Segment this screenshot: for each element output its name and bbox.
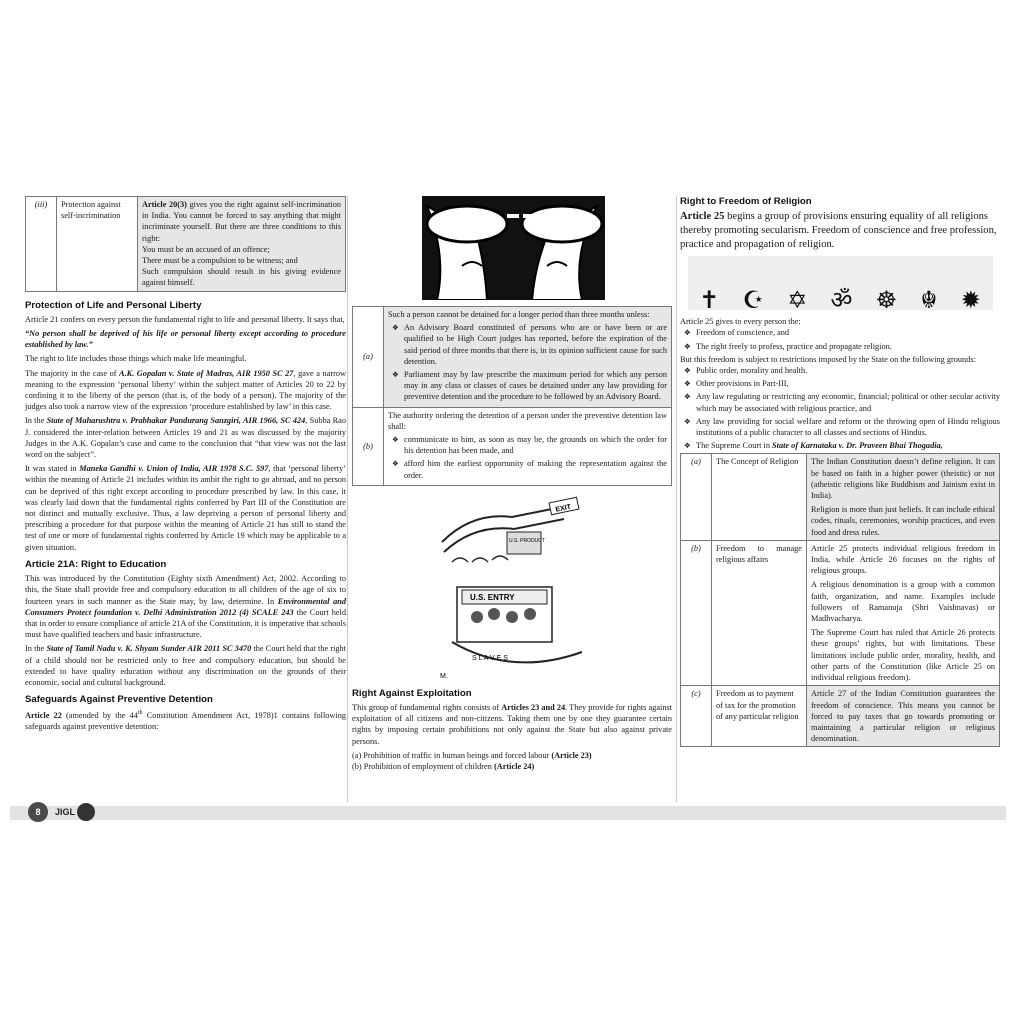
- exit-sign: EXIT: [554, 503, 572, 514]
- paragraph: It was stated in Maneka Gandhi v. Union of India, AIR 1978 S.C. 597, that ‘personal liberty’ within the meaning of Article 21 includes within its ambit the right to go abroad, and no person can be deprived of this right except according to procedure prescribed by law. In this case, it was clearly laid down that the fundamental rights conferred by Part III of the Constitution are not distinct and mutually exclusive. Thus, a law depriving a person of personal liberty and prescribing a procedure for that purpose within the meaning of Article 21 has still to stand the test of one or more of fundamental rights conferred by Article 19 which may be applicable to a given situation.: [25, 464, 347, 552]
- list-item: ❖ Public order, morality and health.: [696, 365, 1000, 376]
- paragraph: The majority in the case of A.K. Gopalan v. State of Madras, AIR 1950 SC 27, gave a narrow meaning to the expression ‘personal liberty’ within the subject matter of Articles 20 to 22 by confining it to the liberty of the person (that is, of the body of a person). The majority of the judges also took a narrow view of the expression ‘procedure established by law’ in this case.: [25, 368, 346, 412]
- row-label: Freedom as to payment of tax for the promotion of any particular religion: [712, 686, 807, 747]
- section-heading: Safeguards Against Preventive Detention: [25, 694, 213, 706]
- column-left: [25, 196, 346, 736]
- article-ref: Article 20(3): [142, 200, 187, 209]
- condition-1: You must be an accused of an offence;: [142, 244, 270, 254]
- row-number: (a): [681, 454, 712, 540]
- list-item: (a) Prohibition of traffic in human beings and forced labour (Article 23): [352, 750, 592, 760]
- row-number: (c): [681, 686, 712, 747]
- row-number: (b): [353, 407, 384, 485]
- column-right: [680, 196, 1000, 747]
- paragraph: In the State of Tamil Nadu v. K. Shyam Sunder AIR 2011 SC 3470 the Court held that the right of a child should not be restricted only to free and compulsory education, but should be extended to have quality education without any discrimination on the grounds of their economic, social and cultural background.: [25, 644, 346, 687]
- paragraph: This group of fundamental rights consists of Articles 23 and 24. They provide for rights against exploitation of all citizens and non-citizens. Taking them one by one they guarantee certain rights by imposing certain prohibitions not only against the State but also against private persons.: [352, 703, 673, 746]
- condition-2: There must be a compulsion to be witness; and: [142, 256, 298, 266]
- row-number: (b): [681, 540, 712, 685]
- row-text: gives you the right against self-incrimination in India. You cannot be forced to say anything that might incriminate yourself. But there are three conditions to this right:: [142, 200, 342, 243]
- section-heading: Protection of Life and Personal Liberty: [25, 299, 202, 311]
- column-middle: [352, 196, 672, 772]
- row-content: The Indian Constitution doesn’t define religion. It can be based on faith in a higher power (theistic) or not (atheistic religions like Buddhism and Jainism exist in India). Religion is more than just beliefs. It can include ethical codes, rituals, ceremonies, worship practices, and even food and dress rules.: [807, 454, 1000, 540]
- paragraph: Article 25 gives to every person the:: [680, 317, 801, 327]
- row-content: Article 25 protects individual religious freedom in India, while Article 26 focuses on the rights of religious groups. A religious denomination is a group with a common faith, organization, and name. Examples include followers of Ramanuja (Shri Vaishnavas) or Madhvacharya. The Supreme Court has ruled that Article 26 protects these groups’ rights, but with limitations. These limitations include public order, morality, health, and other parts of the Constitution (like Article 25 on individual religious freedom).: [807, 540, 1000, 685]
- column-divider: [347, 196, 348, 802]
- row-content: The authority ordering the detention of a person under the preventive detention law shall: ❖ communicate to him, as soon as may be, the grounds on which the order for his detention has been made, and ❖ afford him the earliest opportunity of making the representation against the order.: [384, 407, 672, 485]
- row-content: Such a person cannot be detained for a longer period than three months unless: ❖ An Advisory Board constituted of persons who are or have been or are qualified to be High Court judges has reported, before the expiration of the said period of three months that there is, in its opinion sufficient cause for such detention. ❖ Parliament may by law prescribe the maximum period for which any person may in any class or classes of cases be detained under any law providing for preventive detention and the procedure to be followed by an Advisory Board.: [384, 307, 672, 408]
- list-item: ❖ The right freely to profess, practice and propagate religion.: [696, 341, 1000, 352]
- list-item: ❖ Freedom of conscience, and: [696, 327, 1000, 338]
- artist-signature: M.: [440, 672, 448, 680]
- section-heading: Article 21A: Right to Education: [25, 558, 167, 570]
- row-content: Article 27 of the Indian Constitution guarantees the freedom of conscience. This means you cannot be forced to pay taxes that go towards promoting or maintaining a particular religion or religious denomination.: [807, 686, 1000, 747]
- page-footer-bar: [10, 806, 1006, 820]
- case-citation: State of Tamil Nadu v. K. Shyam Sunder AIR 2011 SC 3470: [46, 644, 252, 654]
- list-item: ❖ Any law regulating or restricting any economic, financial; political or other secular activity which may be associated with religious practice, and: [696, 391, 1000, 413]
- khanda-icon: ☬: [920, 286, 938, 314]
- section-heading: Right Against Exploitation: [352, 687, 472, 699]
- row-number: (a): [353, 307, 384, 408]
- case-citation: A.K. Gopalan v. State of Madras, AIR 1950 SC 27: [119, 368, 294, 378]
- case-citation: State of Maharashtra v. Prabhakar Pandurang Sanzgiri, AIR 1966, SC 424: [46, 416, 306, 426]
- dharma-wheel-icon: ☸: [875, 286, 898, 314]
- religious-symbols-image: [688, 256, 993, 314]
- institute-logo-icon: [77, 803, 95, 821]
- crescent-star-icon: ☪: [742, 286, 764, 314]
- list-item: ❖ afford him the earliest opportunity of making the representation against the order.: [404, 458, 667, 480]
- row-label: Freedom to manage religious affairs: [712, 540, 807, 685]
- product-box-label: U.S. PRODUCT: [509, 537, 545, 544]
- row-content: [138, 197, 346, 292]
- list-item: ❖ Other provisions in Part-III,: [696, 378, 1000, 389]
- list-item: ❖ An Advisory Board constituted of persons who are or have been or are qualified to be High Court judges has reported, before the expiration of the said period of three months that there is, in its opinion sufficient cause for such detention.: [404, 322, 667, 367]
- slaves-label: S L A V E S: [472, 654, 508, 662]
- paragraph: The right to life includes those things which make life meaningful.: [25, 354, 247, 364]
- condition-3: Such compulsion should result in his giving evidence against himself.: [142, 267, 341, 288]
- cross-icon: ✝: [699, 286, 720, 314]
- case-citation: Environmental and Consumers Protect foundation v. Delhi Administration 2012 (4) SCALE 243: [25, 596, 347, 617]
- footer-brand: JIGL: [55, 807, 76, 817]
- list-item: (b) Prohibition of employment of children (Article 24): [352, 762, 535, 772]
- list-item: ❖ Parliament may by law prescribe the maximum period for which any person may in any class or classes of cases be detained under any law providing for preventive detention and the procedure to be followed by an Advisory Board.: [404, 369, 667, 403]
- row-label: The Concept of Religion: [712, 454, 807, 540]
- case-citation: Maneka Gandhi v. Union of India, AIR 1978 S.C. 597: [79, 464, 269, 474]
- religion-table: [680, 453, 1000, 747]
- paragraph: But this freedom is subject to restrictions imposed by the State on the following grounds:: [680, 354, 976, 364]
- section-heading: Right to Freedom of Religion: [680, 196, 812, 207]
- paragraph: Article 22 (amended by the 44th Constitution Amendment Act, 1978)1 contains following safeguards against preventive detention:: [25, 710, 346, 732]
- handcuffed-hands-image: [367, 196, 657, 300]
- om-icon: ॐ: [830, 286, 853, 314]
- bahai-star-icon: ✹: [960, 286, 981, 314]
- list-item: ❖ The Supreme Court in State of Karnataka v. Dr. Praveen Bhai Thogadia,: [696, 440, 1000, 451]
- self-incrimination-table: [25, 196, 346, 292]
- us-entry-cartoon: [432, 492, 592, 682]
- entry-sign: U.S. ENTRY: [470, 592, 515, 602]
- detention-table: [352, 306, 672, 486]
- quote: “No person shall be deprived of his life or personal liberty except according to procedure established by law.”: [25, 329, 346, 350]
- row-number: (iii): [26, 197, 57, 292]
- paragraph: This was introduced by the Constitution (Eighty sixth Amendment) Act, 2002. According to this, the State shall provide free and compulsory education to all children of the age of six to fourteen years in such manner as the State may, by law, determine. In Environmental and Consumers Protect foundation v. Delhi Administration 2012 (4) SCALE 243 the Court held that in order to ensure compliance of article 21A of the Constitution, it is imperative that schools must have qualified teachers and basic infrastructure.: [25, 574, 347, 640]
- paragraph: Article 21 confers on every person the fundamental right to life and personal liberty. It says that,: [25, 314, 345, 324]
- page-number: 8: [28, 802, 48, 822]
- list-item: ❖ communicate to him, as soon as may be, the grounds on which the order for his detention has been made, and: [404, 434, 667, 456]
- paragraph: In the State of Maharashtra v. Prabhakar Pandurang Sanzgiri, AIR 1966, SC 424, Subba Rao J. considered the inter-relation between Articles 19 and 21 as was discussed by the majority Judges in the A.K. Gopalan’s case and came to the conclusion that “that view was not the last word on the subject”.: [25, 416, 346, 460]
- star-of-david-icon: ✡: [787, 286, 808, 314]
- row-label: Protection against self-incrimination: [57, 197, 138, 292]
- intro-paragraph: Article 25 begins a group of provisions ensuring equality of all religions thereby promoting secularism. Freedom of conscience and free profession, practice and propagation of religion.: [680, 211, 997, 251]
- column-divider: [676, 196, 677, 802]
- list-item: ❖ Any law providing for social welfare and reform or the throwing open of Hindu religious institutions of a public character to all classes and sections of Hindus.: [696, 416, 1000, 438]
